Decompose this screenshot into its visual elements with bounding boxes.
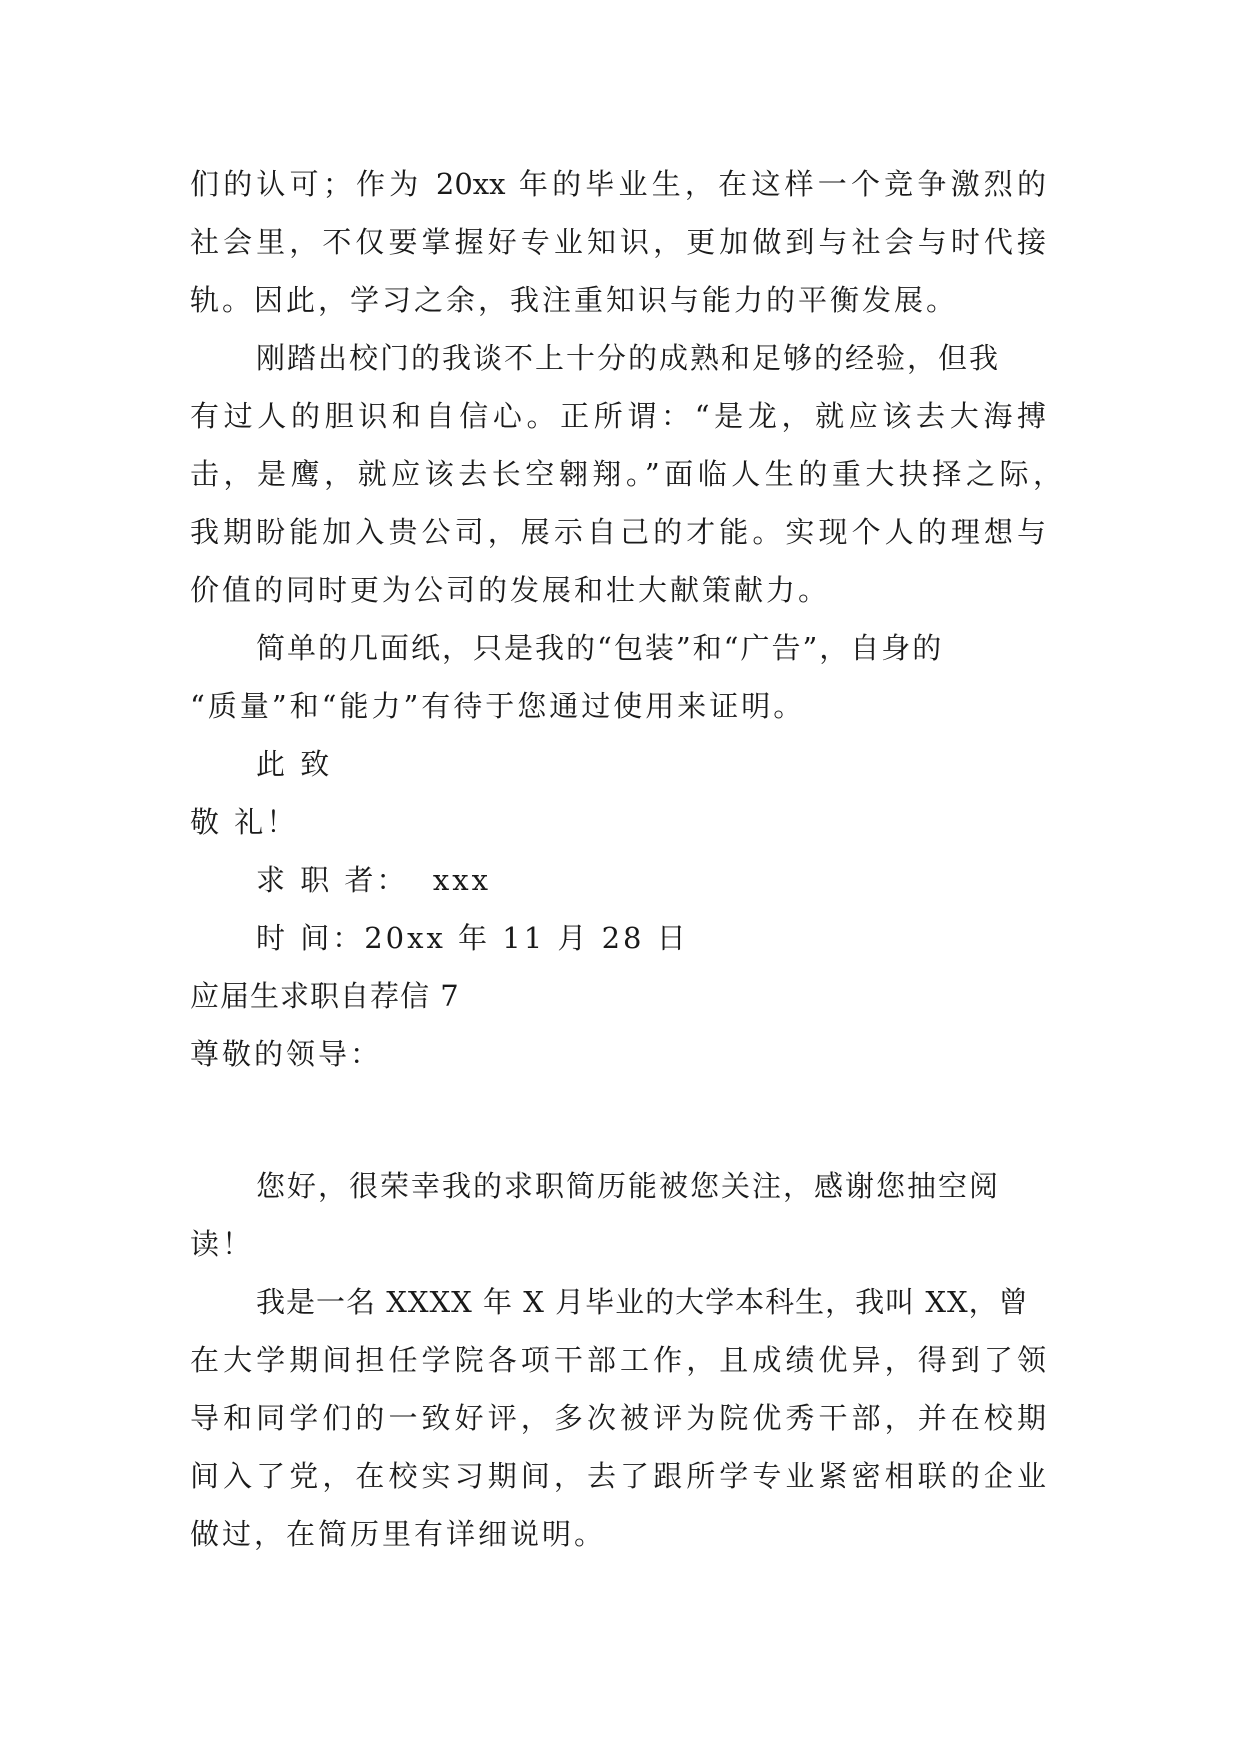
text-line: 导和同学们的一致好评，多次被评为院优秀干部，并在校期 — [190, 1401, 1046, 1435]
text-line: 间入了党，在校实习期间，去了跟所学专业紧密相联的企业 — [190, 1459, 1046, 1493]
greeting: 尊敬的领导： — [190, 1037, 383, 1071]
text-line: 做过，在简历里有详细说明。 — [190, 1517, 607, 1551]
text-line: 击，是鹰，就应该去长空翱翔。”面临人生的重大抉择之际， — [190, 457, 1062, 491]
paragraph-start: 您好，很荣幸我的求职简历能被您关注，感谢您抽空阅 — [256, 1169, 1001, 1203]
signature-date: 时 间：20xx 年 11 月 28 日 — [256, 921, 689, 955]
text-line: 我期盼能加入贵公司，展示自己的才能。实现个人的理想与 — [190, 515, 1046, 549]
paragraph-start: 我是一名 XXXX 年 X 月毕业的大学本科生，我叫 XX，曾 — [256, 1285, 1029, 1319]
text-line: 轨。因此，学习之余，我注重知识与能力的平衡发展。 — [190, 283, 959, 317]
text-line: “质量”和“能力”有待于您通过使用来证明。 — [190, 689, 806, 723]
signature-applicant: 求 职 者： xxx — [256, 863, 491, 897]
closing-salutation: 此 致 — [256, 747, 333, 781]
text-line: 社会里，不仅要掌握好专业知识，更加做到与社会与时代接 — [190, 225, 1046, 259]
text-line: 读！ — [190, 1227, 255, 1261]
text-line: 们的认可；作为 20xx 年的毕业生，在这样一个竞争激烈的 — [190, 167, 1046, 201]
closing-regards: 敬 礼！ — [190, 805, 299, 839]
paragraph-start: 刚踏出校门的我谈不上十分的成熟和足够的经验，但我 — [256, 341, 1001, 375]
text-line: 价值的同时更为公司的发展和壮大献策献力。 — [190, 573, 831, 607]
text-line: 在大学期间担任学院各项干部工作，且成绩优异，得到了领 — [190, 1343, 1046, 1377]
paragraph-start: 简单的几面纸，只是我的“包装”和“广告”，自身的 — [256, 631, 944, 665]
text-line: 有过人的胆识和自信心。正所谓：“是龙，就应该去大海搏 — [190, 399, 1046, 433]
section-title: 应届生求职自荐信 7 — [190, 979, 460, 1013]
